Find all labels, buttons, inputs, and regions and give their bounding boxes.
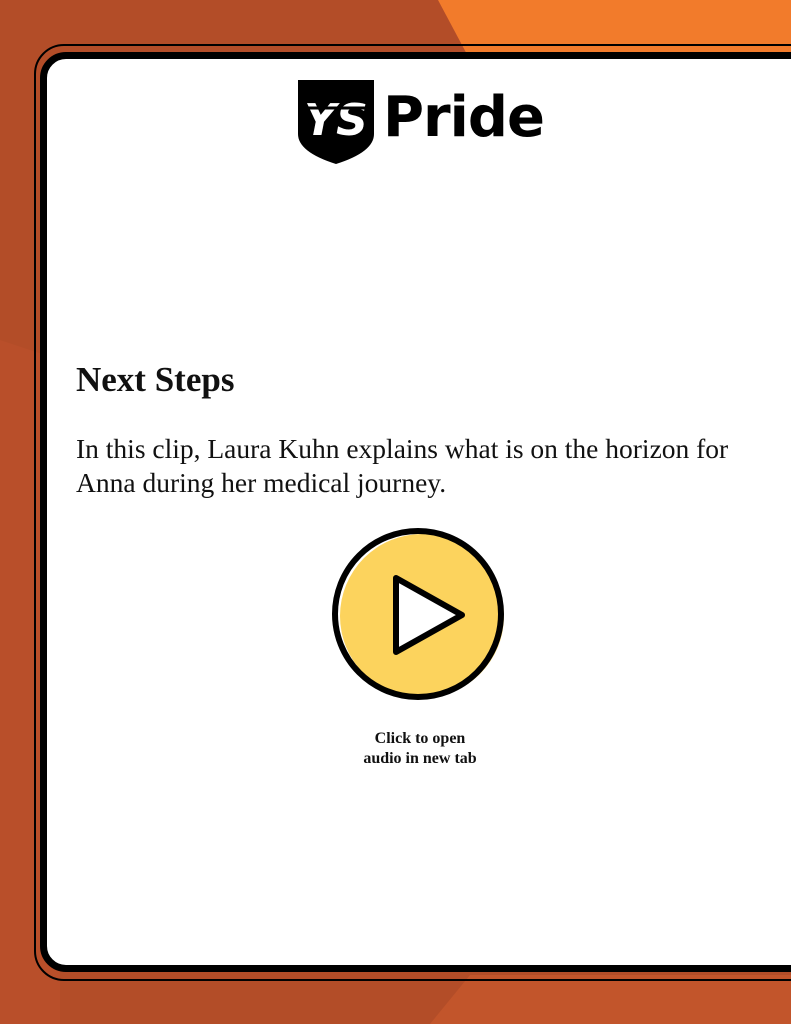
section-description: In this clip, Laura Kuhn explains what is on the horizon for Anna during her medical journey. <box>76 433 729 498</box>
caption-line-1: Click to open <box>374 730 466 747</box>
play-audio-button[interactable] <box>330 528 510 704</box>
shield-icon <box>298 80 374 164</box>
logo-badge-text: YS <box>304 95 368 146</box>
page-title: Next Steps <box>76 360 235 399</box>
audio-link-caption[interactable] <box>330 729 510 769</box>
content-card <box>40 52 791 972</box>
caption-line-2: audio in new tab <box>363 750 477 767</box>
brand-name: Pride <box>383 85 544 150</box>
